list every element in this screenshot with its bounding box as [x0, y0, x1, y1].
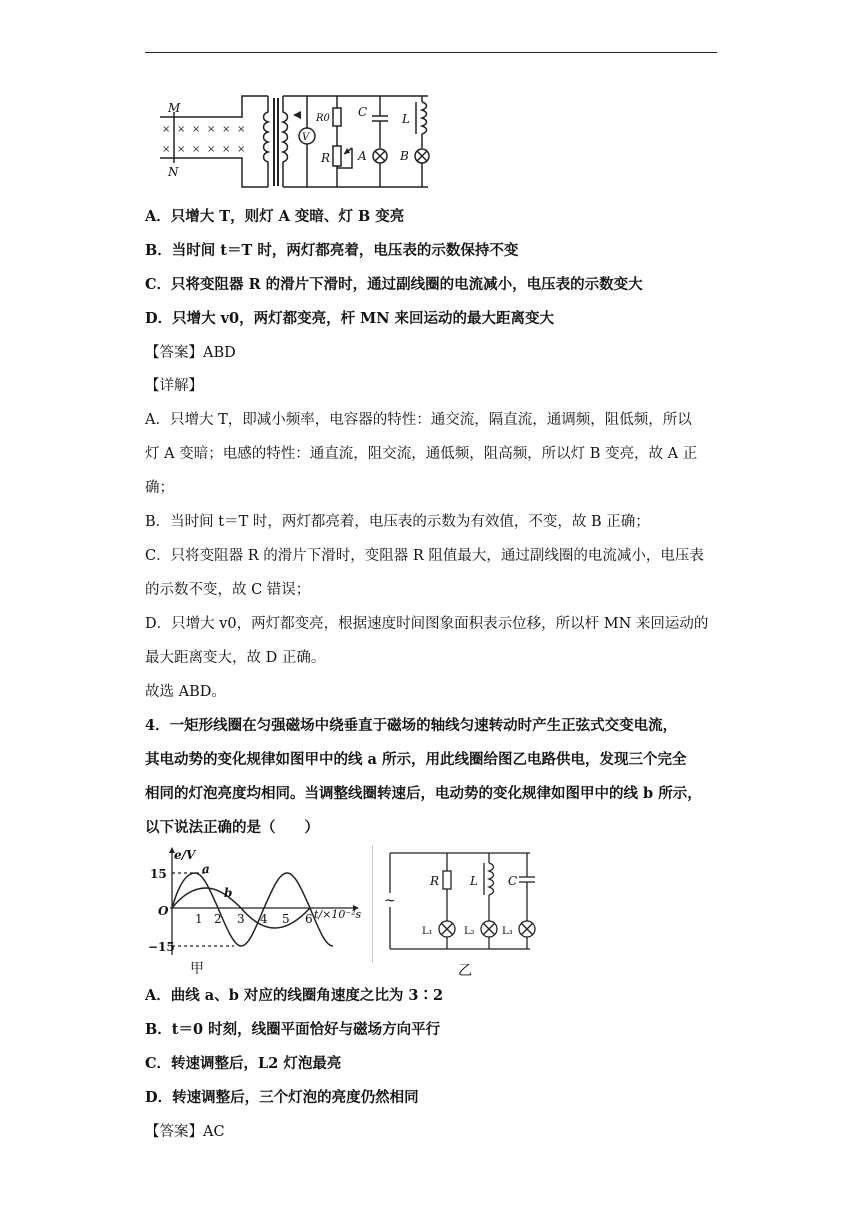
q4-option-a: A．曲线 a、b 对应的线圈角速度之比为 3∶2: [145, 987, 444, 1004]
slider-arrow-icon: [293, 111, 301, 119]
q3-option-c: C．只将变阻器 R 的滑片下滑时，通过副线圈的电流减小，电压表的示数变大: [145, 276, 643, 293]
q3-option-d: D．只增大 v0，两灯都变亮，杆 MN 来回运动的最大距离变大: [145, 310, 555, 327]
y-axis-label: e/V: [174, 848, 196, 862]
x-axis-label: t/×10⁻²s: [314, 908, 362, 921]
label-v: V: [302, 132, 310, 143]
q4-option-d: D．转速调整后，三个灯泡的亮度仍然相同: [145, 1089, 419, 1106]
svg-text:×: ×: [207, 144, 216, 155]
label-c: C: [508, 874, 518, 888]
label-l1: L₁: [422, 926, 433, 937]
label-r: R: [430, 874, 440, 888]
label-l: L: [402, 112, 410, 126]
label-r0: R0: [316, 113, 330, 124]
q4-stem-line: 以下说法正确的是（ ）: [145, 819, 319, 836]
q4-stem-line: 相同的灯泡亮度均相同。当调整线圈转速后，电动势的变化规律如图甲中的线 b 所示，: [145, 785, 702, 802]
svg-text:×: ×: [237, 124, 246, 135]
x-tick: 5: [282, 912, 290, 926]
q3-conclusion: 故选 ABD。: [145, 684, 226, 700]
svg-text:×: ×: [192, 124, 201, 135]
label-r: R: [321, 151, 331, 165]
svg-text:×: ×: [177, 124, 186, 135]
ac-source-icon: ~: [384, 893, 396, 909]
q3-explanation-line: C．只将变阻器 R 的滑片下滑时，变阻器 R 阻值最大，通过副线圈的电流减小，电压表: [145, 548, 704, 564]
x-tick: 1: [195, 912, 203, 926]
q3-answer: 【答案】ABD: [145, 345, 236, 361]
label-c: C: [358, 105, 368, 119]
q3-explanation-line: A．只增大 T，即减小频率，电容器的特性：通交流，隔直流，通调频，阻低频，所以: [145, 412, 692, 428]
q4-option-b: B．t＝0 时刻，线圈平面恰好与磁场方向平行: [145, 1021, 441, 1038]
q3-option-a: A．只增大 T，则灯 A 变暗、灯 B 变亮: [145, 208, 405, 225]
label-n: N: [168, 165, 179, 179]
lamp-circuit: [372, 845, 542, 963]
origin-label: O: [158, 904, 169, 918]
label-l3: L₃: [502, 926, 513, 937]
q3-explanation-line: 确；: [145, 480, 174, 496]
svg-text:×: ×: [222, 144, 231, 155]
x-tick: 6: [305, 912, 313, 926]
label-l2: L₂: [464, 926, 475, 937]
curve-a-label: a: [202, 862, 210, 876]
q3-option-b: B．当时间 t＝T 时，两灯都亮着，电压表的示数保持不变: [145, 242, 519, 259]
header-rule: [145, 52, 717, 53]
q4-option-c: C．转速调整后，L2 灯泡最亮: [145, 1055, 342, 1072]
label-b: B: [400, 149, 409, 163]
q3-explanation-line: 灯 A 变暗；电感的特性：通直流，阻交流，通低频，阻高频，所以灯 B 变亮，故 A 正: [145, 446, 698, 462]
x-tick: 2: [214, 912, 222, 926]
x-tick: 4: [260, 912, 268, 926]
svg-text:×: ×: [207, 124, 216, 135]
emf-graph: [148, 845, 368, 975]
graph-caption: 甲: [190, 961, 204, 977]
q3-explanation-line: 的示数不变，故 C 错误；: [145, 582, 311, 598]
circuit-figure-1: [150, 90, 440, 190]
q4-stem-line: 其电动势的变化规律如图甲中的线 a 所示，用此线圈给图乙电路供电，发现三个完全: [145, 751, 687, 768]
svg-text:×: ×: [237, 144, 246, 155]
svg-text:×: ×: [162, 144, 171, 155]
q4-stem-line: 4．一矩形线圈在匀强磁场中绕垂直于磁场的轴线匀速转动时产生正弦式交变电流，: [145, 717, 678, 734]
label-a: A: [358, 149, 367, 163]
y-tick-bottom: −15: [148, 940, 175, 954]
q3-detail-title: 【详解】: [145, 378, 203, 394]
y-tick-top: 15: [150, 867, 167, 881]
svg-text:×: ×: [162, 124, 171, 135]
q3-explanation-line: D．只增大 v0，两灯都变亮，根据速度时间图象面积表示位移，所以杆 MN 来回运动的: [145, 616, 709, 632]
curve-b-label: b: [224, 886, 233, 900]
label-m: M: [168, 101, 181, 115]
svg-text:×: ×: [177, 144, 186, 155]
q3-explanation-line: B．当时间 t＝T 时，两灯都亮着，电压表的示数为有效值，不变，故 B 正确；: [145, 514, 650, 530]
circuit-caption: 乙: [458, 963, 472, 979]
q4-answer: 【答案】AC: [145, 1124, 225, 1140]
svg-text:×: ×: [222, 124, 231, 135]
label-l: L: [470, 874, 478, 888]
x-tick: 3: [237, 912, 245, 926]
svg-text:×: ×: [192, 144, 201, 155]
q3-explanation-line: 最大距离变大，故 D 正确。: [145, 650, 326, 666]
